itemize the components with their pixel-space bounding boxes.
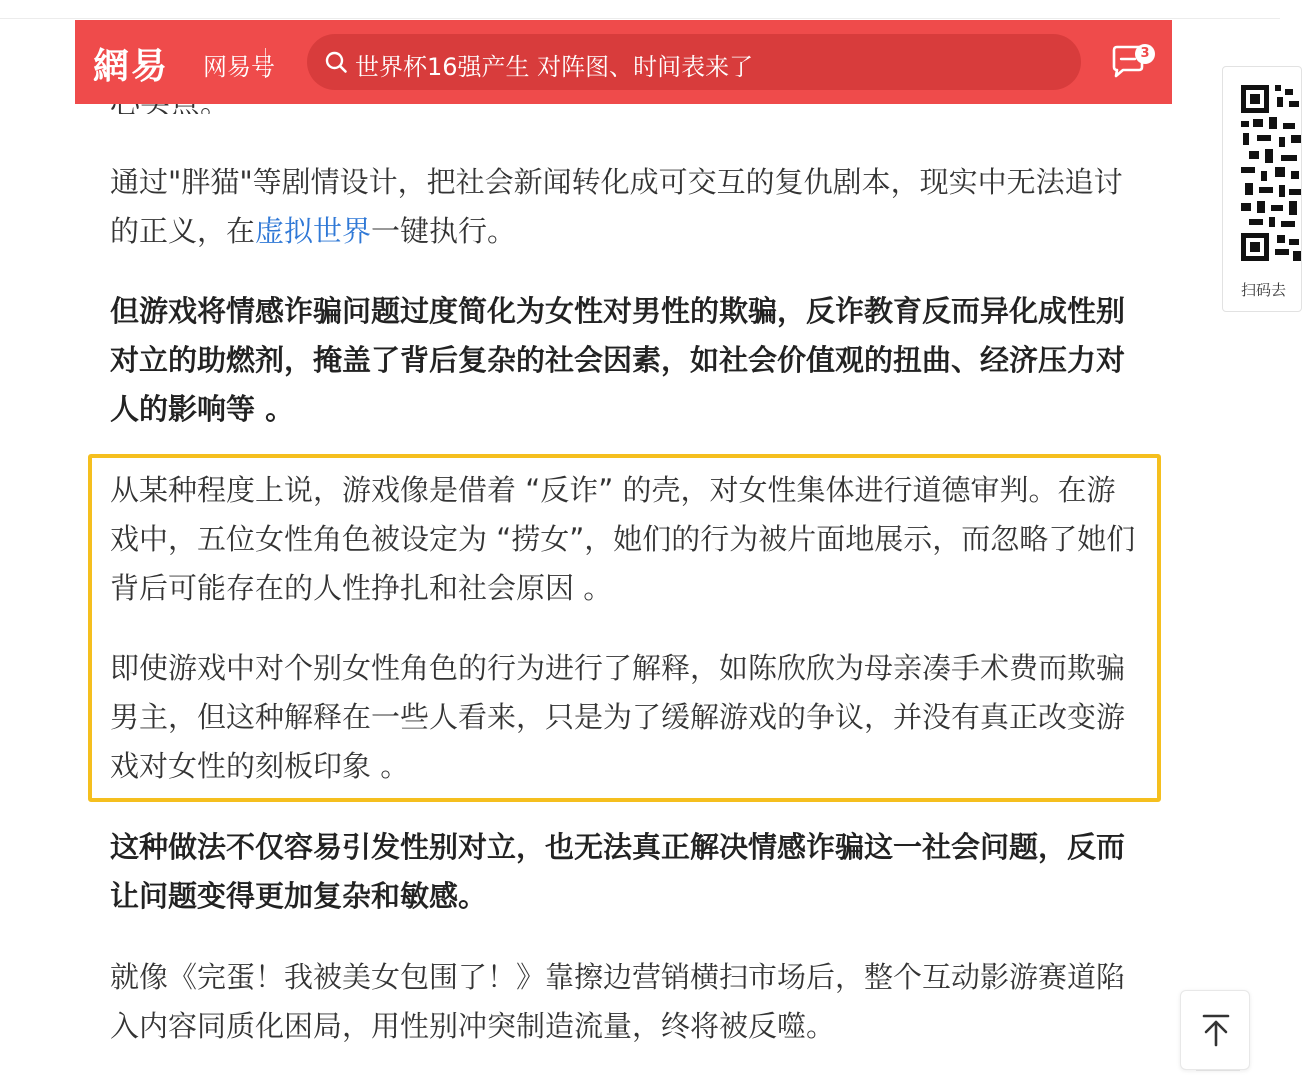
paragraph-5-bold: 这种做法不仅容易引发性别对立，也无法真正解决情感诈骗这一社会问题，反而让问题变得更加复杂和敏感。 <box>110 830 1126 913</box>
paragraph-3: 从某种程度上说，游戏像是借着 “反诈” 的壳，对女性集体进行道德审判。在游戏中，五位女性角色被设定为 “捞女”，她们的行为被片面地展示，而忽略了她们背后可能存在的人性挣扎和社会原因 。 <box>110 473 1136 605</box>
search-icon <box>325 51 347 73</box>
qr-panel <box>1222 66 1302 312</box>
paragraph-2-bold: 但游戏将情感诈骗问题过度简化为女性对男性的欺骗，反诈教育反而异化成性别对立的助燃剂，掩盖了背后复杂的社会因素，如社会价值观的扭曲、经济压力对人的影响等 。 <box>110 294 1126 426</box>
back-to-top-underline <box>1196 1070 1240 1071</box>
paragraph-1-text-b: 一键执行。 <box>371 214 517 248</box>
paragraph-6: 就像《完蛋！我被美女包围了！》靠擦边营销横扫市场后，整个互动影游赛道陷入内容同质化困局，用性别冲突制造流量，终将被反噬。 <box>110 960 1126 1043</box>
top-divider <box>0 18 1280 19</box>
search-bar[interactable] <box>307 34 1081 90</box>
qr-label: 扫码去 <box>1241 281 1287 299</box>
netease-logo[interactable]: 網易 <box>93 45 170 87</box>
paragraph-1-text-a: 通过"胖猫"等剧情设计，把社会新闻转化成可交互的复仇剧本，现实中无法追讨的正义，在 <box>110 165 1123 248</box>
qr-code-icon <box>1239 83 1303 263</box>
search-hot-text[interactable]: 世界杯16强产生 对阵图、时间表来了 <box>355 53 754 81</box>
virtual-world-link[interactable]: 虚拟世界 <box>255 214 372 248</box>
arrow-up-icon <box>1200 1013 1232 1047</box>
back-to-top-button[interactable] <box>1180 990 1250 1070</box>
top-nav-bar <box>75 20 1172 104</box>
paragraph-1 <box>110 158 1140 256</box>
message-count-badge: 3 <box>1135 44 1155 64</box>
channel-label[interactable]: 网易号 <box>203 53 275 81</box>
paragraph-4: 即使游戏中对个别女性角色的行为进行了解释，如陈欣欣为母亲凑手术费而欺骗男主，但这种解释在一些人看来，只是为了缓解游戏的争议，并没有真正改变游戏对女性的刻板印象 。 <box>110 651 1126 783</box>
